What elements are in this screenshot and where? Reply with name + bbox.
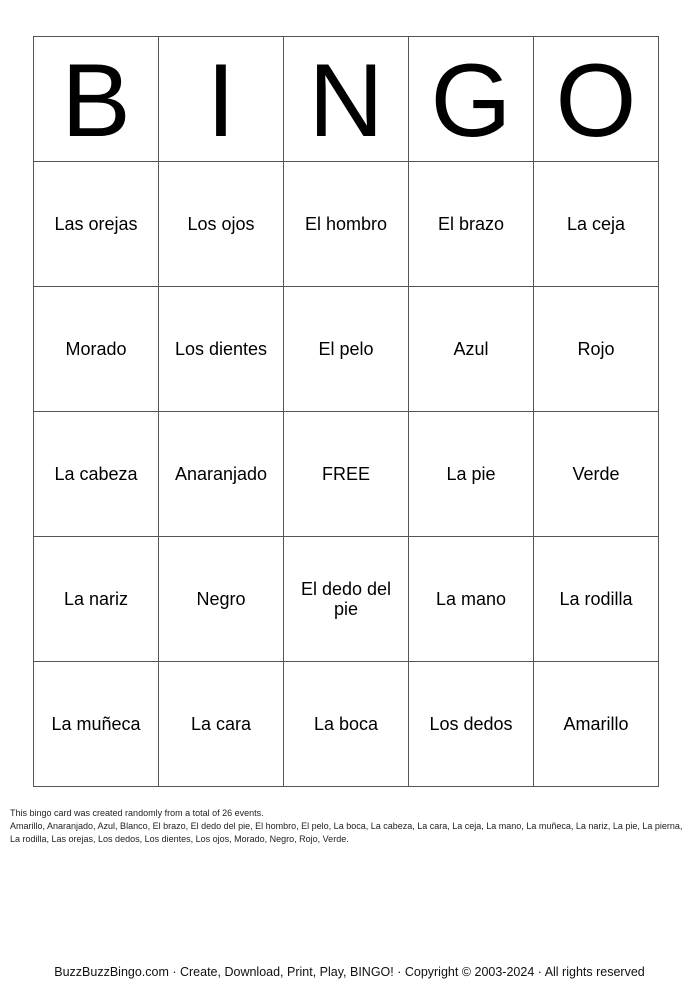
cell-label: Morado: [65, 339, 127, 359]
cell-label: Negro: [196, 589, 246, 609]
bingo-cell: [284, 287, 409, 412]
bingo-cell: [284, 162, 409, 287]
cell-label: El brazo: [437, 214, 505, 234]
bingo-cell: [159, 412, 284, 537]
cell-label: Los dedos: [429, 714, 513, 734]
cell-label: La muñeca: [51, 714, 141, 734]
site-footer: BuzzBuzzBingo.com · Create, Download, Print, Play, BINGO! · Copyright © 2003-2024 · All rights reserved: [54, 965, 645, 979]
bingo-cell: [534, 412, 659, 537]
bingo-cell: [534, 662, 659, 787]
bingo-cell: [409, 287, 534, 412]
cell-label: La rodilla: [559, 589, 633, 609]
grid-row-2: [34, 287, 659, 412]
header-letter-n: N: [284, 37, 409, 162]
header-letter-b: B: [34, 37, 159, 162]
bingo-cell: [34, 662, 159, 787]
bingo-cell: [159, 662, 284, 787]
bingo-cell: [409, 662, 534, 787]
cell-label: La cabeza: [54, 464, 138, 484]
bingo-cell: [34, 287, 159, 412]
cell-label: Azul: [453, 339, 489, 359]
free-space-label: FREE: [321, 464, 370, 484]
bingo-cell: [409, 162, 534, 287]
bingo-card: [33, 36, 659, 787]
cell-label: Los ojos: [187, 214, 255, 234]
bingo-cell: [409, 537, 534, 662]
bingo-cell: [159, 162, 284, 287]
cell-label: La pie: [446, 464, 496, 484]
cell-label: El pelo: [318, 339, 374, 359]
card-notes: [10, 807, 688, 846]
cell-label: Verde: [572, 464, 620, 484]
bingo-cell: [34, 537, 159, 662]
cell-label: Las orejas: [54, 214, 138, 234]
grid-row-4: [34, 537, 659, 662]
bingo-cell: [159, 537, 284, 662]
header-row: [34, 37, 659, 162]
cell-label: La ceja: [566, 214, 626, 234]
cell-label: La cara: [190, 714, 252, 734]
header-letter-o: O: [534, 37, 659, 162]
free-space-cell: [284, 412, 409, 537]
cell-label: Los dientes: [174, 339, 268, 359]
header-letter-i: I: [159, 37, 284, 162]
cell-label: El hombro: [304, 214, 388, 234]
cell-label: La boca: [313, 714, 379, 734]
grid-row-1: [34, 162, 659, 287]
cell-label: La nariz: [63, 589, 129, 609]
cell-label: Amarillo: [563, 714, 629, 734]
bingo-cell: [34, 162, 159, 287]
cell-label: Anaranjado: [174, 464, 268, 484]
created-note: This bingo card was created randomly from a total of 26 events.: [10, 808, 264, 818]
bingo-cell: [159, 287, 284, 412]
grid-row-5: [34, 662, 659, 787]
bingo-cell: [534, 287, 659, 412]
bingo-cell: [284, 537, 409, 662]
bingo-cell: [534, 162, 659, 287]
header-letter-g: G: [409, 37, 534, 162]
cell-label: Rojo: [577, 339, 615, 359]
bingo-cell: [409, 412, 534, 537]
bingo-cell: [284, 662, 409, 787]
bingo-cell: [34, 412, 159, 537]
cell-label: El dedo del pie: [300, 579, 392, 619]
event-list: Amarillo, Anaranjado, Azul, Blanco, El brazo, El dedo del pie, El hombro, El pelo, La boca, La cabeza, La cara, La ceja, La mano, La muñeca, La nariz, La pie, La pierna, La rodilla, Las orejas, Los dedos, Los dientes, Los ojos, Morado, Negro, Rojo, Verde.: [10, 821, 683, 844]
grid-row-3: [34, 412, 659, 537]
cell-label: La mano: [435, 589, 507, 609]
bingo-cell: [534, 537, 659, 662]
